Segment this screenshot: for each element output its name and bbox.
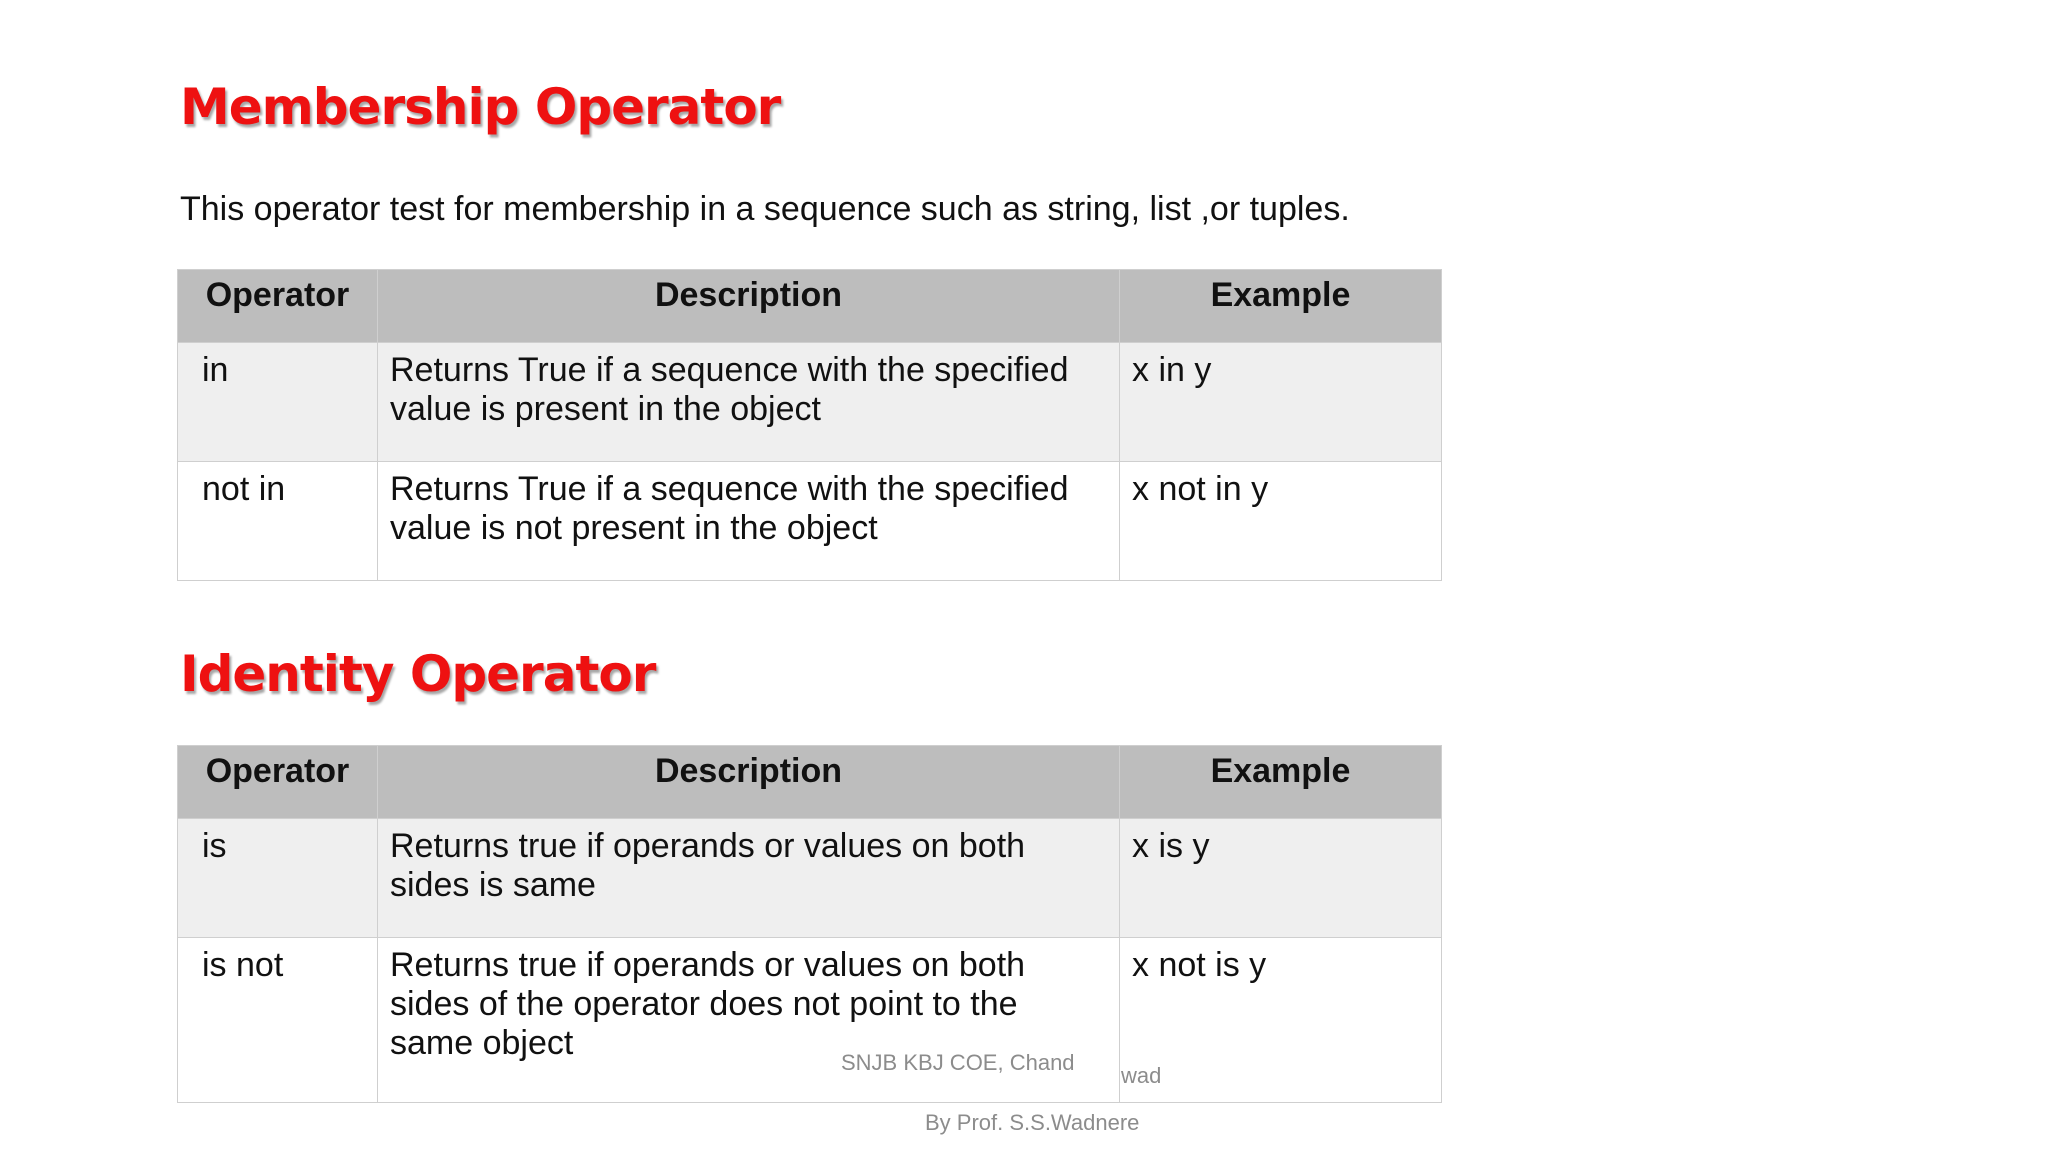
footer-college-text: SNJB KBJ COE, Chand	[841, 1050, 1075, 1075]
identity-operator-title: Identity Operator	[180, 645, 656, 703]
membership-operator-title: Membership Operator	[180, 78, 781, 136]
header-description: Description	[378, 746, 1120, 819]
example-cell: x not in y	[1120, 462, 1442, 581]
description-cell: Returns true if operands or values on both sides of the operator does not point to the same object	[378, 938, 1120, 1103]
description-cell: Returns true if operands or values on both sides is same	[378, 819, 1120, 938]
operator-cell: not in	[178, 462, 378, 581]
description-cell: Returns True if a sequence with the specified value is present in the object	[378, 343, 1120, 462]
footer-author-text: By Prof. S.S.Wadnere	[925, 1110, 1140, 1135]
identity-operator-table	[177, 745, 1442, 1103]
table-header-row	[178, 270, 1442, 343]
operator-cell: in	[178, 343, 378, 462]
membership-operator-table	[177, 269, 1442, 581]
table-row	[178, 343, 1442, 462]
header-description: Description	[378, 270, 1120, 343]
header-example: Example	[1120, 270, 1442, 343]
header-example: Example	[1120, 746, 1442, 819]
description-cell: Returns True if a sequence with the specified value is not present in the object	[378, 462, 1120, 581]
example-cell: x in y	[1120, 343, 1442, 462]
membership-intro-text: This operator test for membership in a sequence such as string, list ,or tuples.	[180, 190, 1350, 228]
table-header-row	[178, 746, 1442, 819]
header-operator: Operator	[178, 746, 378, 819]
table-row	[178, 938, 1442, 1103]
operator-cell: is not	[178, 938, 378, 1103]
example-cell: x not is y	[1120, 938, 1442, 1103]
operator-cell: is	[178, 819, 378, 938]
header-operator: Operator	[178, 270, 378, 343]
footer-college-tail-text: wad	[1121, 1063, 1162, 1088]
example-cell: x is y	[1120, 819, 1442, 938]
table-row	[178, 462, 1442, 581]
table-row	[178, 819, 1442, 938]
